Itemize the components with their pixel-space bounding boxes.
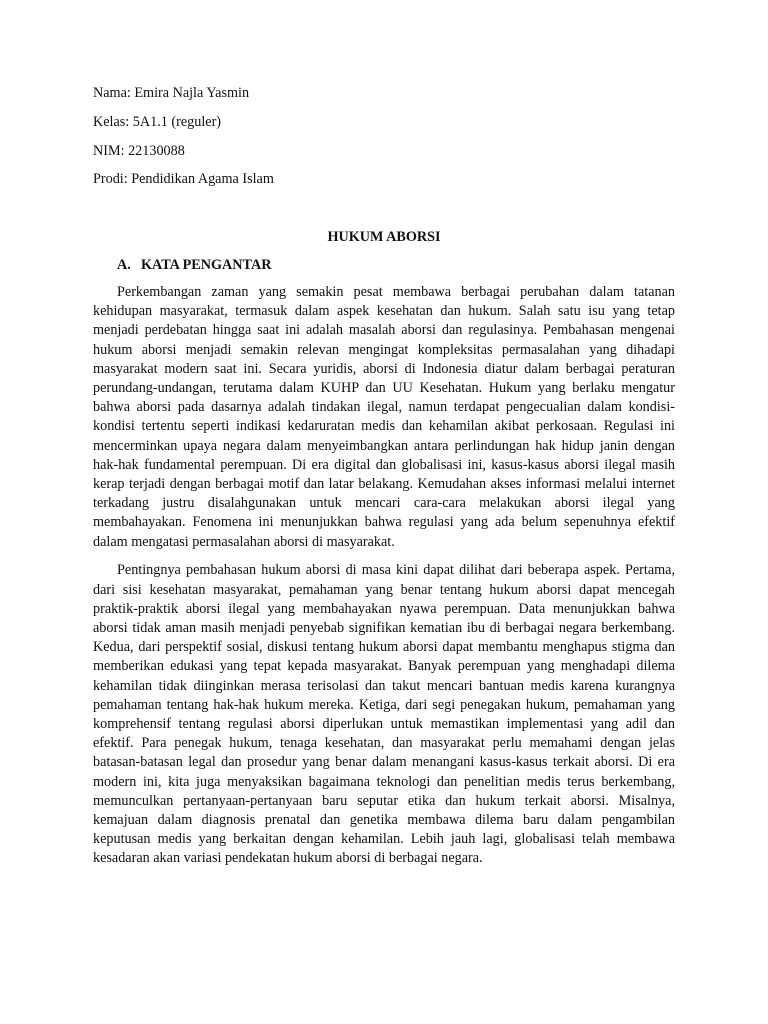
section-number: A. — [117, 256, 131, 273]
student-prodi: Prodi: Pendidikan Agama Islam — [93, 171, 274, 188]
document-page — [93, 84, 675, 878]
paragraph-1: Perkembangan zaman yang semakin pesat membawa berbagai perubahan dalam tatanan kehidupan masyarakat, termasuk dalam aspek kesehatan dan hukum. Salah satu isu yang tetap menjadi perdebatan hingga saat ini adalah masalah aborsi dan regulasinya. Pembahasan mengenai hukum aborsi menjadi semakin relevan mengingat kompleksitas permasalahan yang dihadapi masyarakat modern saat ini. Secara yuridis, aborsi di Indonesia diatur dalam berbagai peraturan perundang-undangan, terutama dalam KUHP dan UU Kesehatan. Hukum yang berlaku mengatur bahwa aborsi pada dasarnya adalah tindakan ilegal, namun terdapat pengecualian dalam kondisi-kondisi tertentu seperti indikasi kedaruratan medis dan kehamilan akibat perkosaan. Regulasi ini mencerminkan upaya negara dalam menyeimbangkan antara perlindungan hak hidup janin dengan hak-hak fundamental perempuan. Di era digital dan globalisasi ini, kasus-kasus aborsi ilegal masih kerap terjadi dengan berbagai motif dan latar belakang. Kemudahan akses informasi melalui internet terkadang justru disalahgunakan untuk mencari cara-cara melakukan aborsi ilegal yang membahayakan. Fenomena ini menunjukkan bahwa regulasi yang ada belum sepenuhnya efektif dalam mengatasi permasalahan aborsi di masyarakat. — [93, 284, 675, 550]
section-heading — [117, 256, 675, 275]
student-name: Nama: Emira Najla Yasmin — [93, 85, 250, 101]
document-title: HUKUM ABORSI — [327, 228, 441, 245]
section-heading-text: KATA PENGANTAR — [141, 256, 272, 273]
student-nim: NIM: 22130088 — [93, 142, 185, 159]
student-class: Kelas: 5A1.1 (reguler) — [93, 113, 222, 130]
paragraph-2: Pentingnya pembahasan hukum aborsi di masa kini dapat dilihat dari beberapa aspek. Pertama, dari sisi kesehatan masyarakat, pemahaman yang benar tentang hukum aborsi dapat mencegah praktik-praktik aborsi ilegal yang membahayakan nyawa perempuan. Data menunjukkan bahwa aborsi tidak aman masih menjadi penyebab signifikan kematian ibu di berbagai negara berkembang. Kedua, dari perspektif sosial, diskusi tentang hukum aborsi dapat membantu menghapus stigma dan memberikan edukasi yang tepat kepada masyarakat. Banyak perempuan yang menghadapi dilema kehamilan tidak diinginkan merasa terisolasi dan takut mencari bantuan medis karena kurangnya pemahaman tentang hak-hak hukum mereka. Ketiga, dari segi penegakan hukum, pemahaman yang komprehensif tentang regulasi aborsi diperlukan untuk memastikan implementasi yang adil dan efektif. Para penegak hukum, tenaga kesehatan, dan masyarakat perlu memahami dengan jelas batasan-batasan legal dan prosedur yang benar dalam menangani kasus-kasus terkait aborsi. Di era modern ini, kita juga menyaksikan bagaimana teknologi dan penelitian medis terus berkembang, memunculkan pertanyaan-pertanyaan baru seputar etika dan hukum terkait aborsi. Misalnya, kemajuan dalam diagnosis prenatal dan genetika membawa dilema baru dalam pengambilan keputusan medis yang berkaitan dengan kehamilan. Lebih jauh lagi, globalisasi telah membawa kesadaran akan variasi pendekatan hukum aborsi di berbagai negara. — [93, 562, 675, 867]
